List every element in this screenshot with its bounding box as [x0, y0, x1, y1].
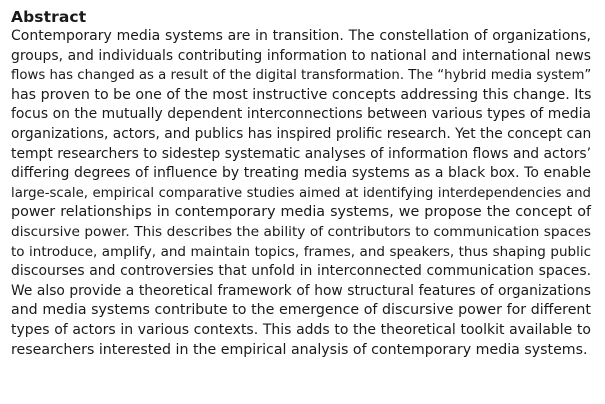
- abstract-line: Contemporary media systems are in transition. The constellation of organizations,: [11, 28, 591, 44]
- abstract-line: organizations, actors, and publics has inspired prolific research. Yet the concept can: [11, 125, 592, 142]
- abstract-line: large-scale, empirical comparative studies aimed at identifying interdependencies and: [11, 185, 591, 201]
- abstract-line: tempt researchers to sidestep systematic analyses of information flows and actors’: [11, 145, 591, 162]
- abstract-body: [11, 27, 591, 360]
- abstract-line: flows has changed as a result of the digital transformation. The “hybrid media system”: [11, 68, 592, 84]
- abstract-heading: Abstract: [11, 8, 87, 26]
- abstract-line: focus on the mutually dependent interconnections between various types of media: [11, 106, 591, 123]
- abstract-line: discourses and controversies that unfold in interconnected communication spaces.: [11, 263, 591, 280]
- abstract-section: [11, 7, 591, 360]
- abstract-line: has proven to be one of the most instructive concepts addressing this change. Its: [11, 86, 592, 103]
- abstract-line: researchers interested in the empirical analysis of contemporary media systems.: [11, 341, 588, 358]
- abstract-line: differing degrees of influence by treating media systems as a black box. To enable: [11, 165, 591, 182]
- abstract-line: We also provide a theoretical framework of how structural features of organizations: [11, 282, 591, 299]
- abstract-line: power relationships in contemporary media systems, we propose the concept of: [11, 204, 591, 221]
- abstract-line: and media systems contribute to the emergence of discursive power for different: [11, 302, 591, 319]
- abstract-line: types of actors in various contexts. This adds to the theoretical toolkit available to: [11, 321, 591, 338]
- abstract-line: to introduce, amplify, and maintain topics, frames, and speakers, thus shaping public: [11, 243, 591, 260]
- abstract-line: groups, and individuals contributing information to national and international news: [11, 47, 591, 64]
- abstract-line: discursive power. This describes the ability of contributors to communication spaces: [11, 223, 591, 240]
